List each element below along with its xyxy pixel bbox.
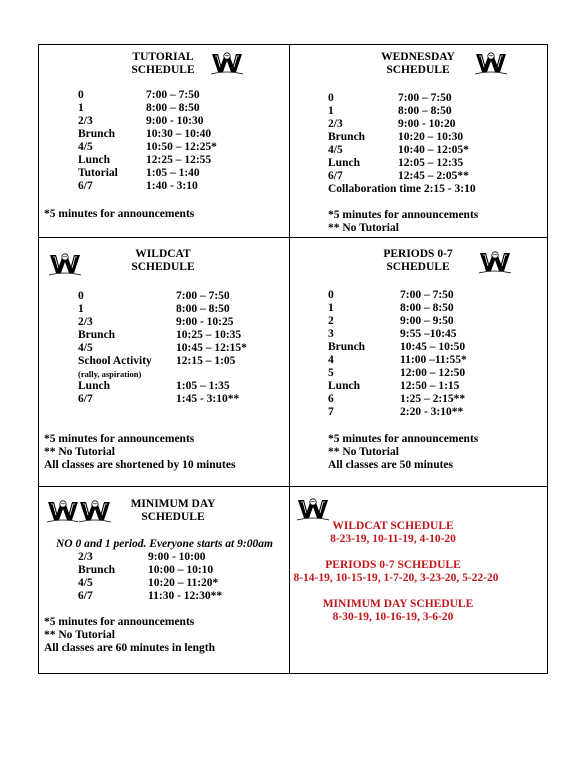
period-label: 6/7	[78, 393, 93, 405]
activity-subtitle: (rally, aspiration)	[78, 369, 142, 379]
minimum-day-panel	[38, 486, 288, 674]
period-time: 9:00 - 10:20	[398, 118, 456, 130]
schedule-row	[328, 131, 464, 144]
period-label: 0	[78, 89, 84, 101]
period-time: 12:45 – 2:05**	[398, 170, 469, 182]
schedule-row	[78, 564, 214, 577]
period-label: 0	[78, 290, 84, 302]
schedule-row	[78, 590, 223, 603]
period-label: Lunch	[78, 154, 110, 166]
schedule-row	[78, 115, 204, 128]
period-time: 10:20 – 10:30	[398, 131, 464, 143]
period-label: Tutorial	[78, 167, 118, 179]
schedule-row	[78, 316, 234, 329]
schedule-row	[78, 551, 206, 564]
period-label: 5	[328, 367, 334, 379]
schedule-row	[78, 393, 240, 406]
period-time: 2:20 - 3:10**	[400, 406, 464, 418]
period-time: 7:00 – 7:50	[146, 89, 200, 101]
period-label: 1	[78, 303, 84, 315]
schedule-row	[328, 157, 464, 170]
period-label: 1	[328, 302, 334, 314]
minimum-dates-label: MINIMUM DAY SCHEDULE	[322, 598, 474, 610]
schedule-row	[78, 102, 200, 115]
period-label: 0	[328, 92, 334, 104]
period-time: 10:50 – 12:25*	[146, 141, 217, 153]
schedule-row	[328, 367, 466, 380]
schedule-row	[328, 118, 456, 131]
schedule-row	[78, 180, 198, 193]
period-time: 8:00 – 8:50	[146, 102, 200, 114]
period-time: 10:45 – 12:15*	[176, 342, 247, 354]
period-label: Lunch	[78, 380, 110, 392]
wildcat-logo-icon	[210, 50, 244, 76]
period-time: 1:25 – 2:15**	[400, 393, 466, 405]
periods-note-3: All classes are 50 minutes	[328, 459, 454, 471]
tutorial-note: *5 minutes for announcements	[44, 208, 195, 220]
period-time: 12:25 – 12:55	[146, 154, 212, 166]
period-time: 12:15 – 1:05	[176, 355, 236, 367]
wildcat-note-1: *5 minutes for announcements	[44, 433, 195, 445]
period-label: 1	[78, 102, 84, 114]
period-label: Brunch	[328, 131, 366, 143]
period-label: 6/7	[78, 180, 93, 192]
schedule-row	[328, 170, 469, 183]
schedule-row	[78, 577, 219, 590]
wildcat-note-3: All classes are shortened by 10 minutes	[44, 459, 236, 471]
period-time: 12:50 – 1:15	[400, 380, 460, 392]
period-time: 7:00 – 7:50	[400, 289, 454, 301]
period-time: 11:00 –11:55*	[400, 354, 467, 366]
period-time: 9:00 – 9:50	[400, 315, 454, 327]
period-time: 8:00 – 8:50	[400, 302, 454, 314]
schedule-row	[78, 167, 200, 180]
period-time: 9:00 - 10:30	[146, 115, 204, 127]
period-time: 9:55 –10:45	[400, 328, 457, 340]
period-label: 4/5	[328, 144, 343, 156]
schedule-row	[328, 328, 457, 341]
schedule-row	[328, 393, 466, 406]
period-time: 1:05 – 1:40	[146, 167, 200, 179]
wildcat-logo-icon	[474, 50, 508, 76]
period-label: 4	[328, 354, 334, 366]
period-time: 8:00 – 8:50	[176, 303, 230, 315]
wednesday-note-2: ** No Tutorial	[328, 222, 399, 234]
schedule-row	[78, 141, 217, 154]
period-label: 6	[328, 393, 334, 405]
minimum-intro: NO 0 and 1 period. Everyone starts at 9:00am	[56, 538, 273, 550]
period-label: 2/3	[328, 118, 343, 130]
schedule-row	[78, 380, 230, 393]
wildcat-logo-icon	[78, 498, 112, 524]
period-time: 10:30 – 10:40	[146, 128, 212, 140]
period-label: 4/5	[78, 342, 93, 354]
period-label: 4/5	[78, 577, 93, 589]
minimum-note-3: All classes are 60 minutes in length	[44, 642, 216, 654]
schedule-row	[78, 290, 230, 303]
period-label: Brunch	[78, 128, 116, 140]
periods-schedule-panel	[288, 237, 548, 486]
schedule-dates-panel	[288, 486, 548, 674]
period-time: 10:00 – 10:10	[148, 564, 214, 576]
period-time: 12:00 – 12:50	[400, 367, 466, 379]
period-time: 10:20 – 11:20*	[148, 577, 219, 589]
schedule-row	[328, 289, 454, 302]
wildcat-logo-icon	[296, 496, 330, 522]
period-label: Brunch	[328, 341, 366, 353]
minimum-title: MINIMUM DAY SCHEDULE	[130, 498, 216, 523]
period-label: Lunch	[328, 380, 360, 392]
period-time: 7:00 – 7:50	[398, 92, 452, 104]
period-label: 7	[328, 406, 334, 418]
period-label: 3	[328, 328, 334, 340]
period-label: 0	[328, 289, 334, 301]
period-label: 2/3	[78, 316, 93, 328]
period-label: 4/5	[78, 141, 93, 153]
period-time: 9:00 - 10:25	[176, 316, 234, 328]
schedule-row	[328, 302, 454, 315]
period-label: School Activity	[78, 355, 152, 367]
wednesday-title: WEDNESDAY SCHEDULE	[381, 51, 455, 76]
periods-title: PERIODS 0-7 SCHEDULE	[383, 248, 453, 273]
period-label: Brunch	[78, 329, 116, 341]
periods-note-2: ** No Tutorial	[328, 446, 399, 458]
wildcat-dates-label: WILDCAT SCHEDULE	[332, 520, 454, 532]
schedule-row	[78, 355, 236, 368]
schedule-row	[328, 315, 454, 328]
period-time: 10:40 – 12:05*	[398, 144, 469, 156]
period-time: 1:45 - 3:10**	[176, 393, 240, 405]
collaboration-time: Collaboration time 2:15 - 3:10	[328, 183, 476, 195]
period-label: Brunch	[78, 564, 116, 576]
period-time: 8:00 – 8:50	[398, 105, 452, 117]
wildcat-logo-icon	[46, 498, 80, 524]
period-time: 10:45 – 10:50	[400, 341, 466, 353]
period-time: 10:25 – 10:35	[176, 329, 242, 341]
period-label: 6/7	[328, 170, 343, 182]
schedule-row	[328, 144, 469, 157]
period-label: 2	[328, 315, 334, 327]
schedule-row	[78, 128, 212, 141]
period-time: 1:40 - 3:10	[146, 180, 198, 192]
schedule-row	[78, 154, 212, 167]
minimum-note-1: *5 minutes for announcements	[44, 616, 195, 628]
wildcat-title: WILDCAT SCHEDULE	[131, 248, 195, 273]
tutorial-title: TUTORIAL SCHEDULE	[131, 51, 195, 76]
period-label: 2/3	[78, 115, 93, 127]
schedule-row	[328, 406, 464, 419]
schedule-row	[78, 329, 242, 342]
periods-note-1: *5 minutes for announcements	[328, 433, 479, 445]
period-label: 6/7	[78, 590, 93, 602]
period-time: 9:00 - 10:00	[148, 551, 206, 563]
wednesday-schedule-panel	[288, 44, 548, 237]
schedule-row	[78, 89, 200, 102]
period-time: 7:00 – 7:50	[176, 290, 230, 302]
schedule-row	[328, 105, 452, 118]
minimum-dates: 8-30-19, 10-16-19, 3-6-20	[332, 611, 454, 623]
wildcat-dates: 8-23-19, 10-11-19, 4-10-20	[330, 533, 456, 545]
period-label: 2/3	[78, 551, 93, 563]
schedule-row	[328, 380, 460, 393]
wildcat-logo-icon	[478, 249, 512, 275]
wednesday-note-1: *5 minutes for announcements	[328, 209, 479, 221]
wildcat-note-2: ** No Tutorial	[44, 446, 115, 458]
wildcat-logo-icon	[48, 251, 82, 277]
schedule-row	[328, 341, 466, 354]
periods-dates-label: PERIODS 0-7 SCHEDULE	[325, 559, 461, 571]
periods-dates: 8-14-19, 10-15-19, 1-7-20, 3-23-20, 5-22-20	[293, 572, 499, 584]
period-time: 1:05 – 1:35	[176, 380, 230, 392]
schedule-row	[328, 92, 452, 105]
period-time: 11:30 - 12:30**	[148, 590, 223, 602]
schedule-row	[328, 354, 467, 367]
schedule-row	[78, 303, 230, 316]
wildcat-schedule-panel	[38, 237, 288, 486]
period-label: 1	[328, 105, 334, 117]
period-time: 12:05 – 12:35	[398, 157, 464, 169]
schedule-row	[78, 342, 247, 355]
period-label: Lunch	[328, 157, 360, 169]
minimum-note-2: ** No Tutorial	[44, 629, 115, 641]
tutorial-schedule-panel	[38, 44, 288, 237]
